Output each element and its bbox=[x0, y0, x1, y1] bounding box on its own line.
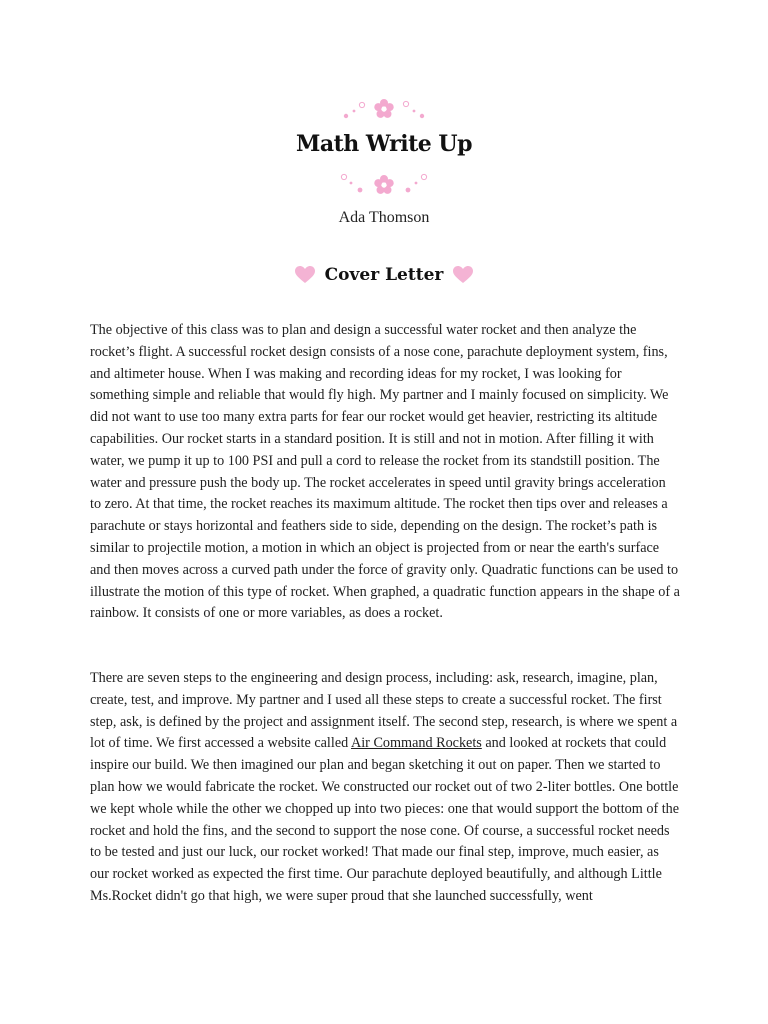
paragraph-engineering-process bbox=[90, 668, 680, 908]
heart-icon bbox=[295, 266, 315, 284]
paragraph-text-after-link: and looked at rockets that could inspire our build. We then imagined our plan and began sketching it out on paper. Then we started to plan how we would fabricate the rocket. We constructed our rocket out of two 2-liter bottles. One bottle we kept whole while the other we chopped up into two pieces: one that would support the bottom of the rocket and hold the fins, and the second to support the nose cone. Of course, a successful rocket needs to be tested and just our luck, our rocket worked! That made our final step, improve, much easier, as our rocket worked as expected the first time. Our parachute deployed beautifully, and although Little Ms.Rocket didn't go that high, we were super proud that she launched successfully, went bbox=[90, 735, 680, 904]
paragraph-objective: The objective of this class was to plan and design a successful water rocket and then analyze the rocket’s flight. A successful rocket design consists of a nose cone, parachute deployment system, fins, and altimeter house. When I was making and recording ideas for my rocket, I was looking for something simple and reliable that would fly high. My partner and I mainly focused on simplicity. We did not want to use too many extra parts for fear our rocket would get heavier, restricting its altitude capabilities. Our rocket starts in a standard position. It is still and not in motion. After filling it with water, we pump it up to 100 PSI and pull a cord to release the rocket from its standstill position. The water and pressure push the body up. The rocket accelerates in speed until gravity brings acceleration to zero. At that time, the rocket reaches its maximum altitude. The rocket then tips over and releases a parachute or stays horizontal and feathers side to side, depending on the design. The rocket’s path is similar to projectile motion, a motion in which an object is projected from or near the earth's surface and then moves across a curved path under the force of gravity only. Quadratic functions can be used to illustrate the motion of this type of rocket. When graphed, a quadratic function appears in the shape of a rainbow. It consists of one or more variables, as does a rocket. bbox=[90, 322, 680, 622]
paragraph-text-before-link: There are seven steps to the engineering and design process, including: ask, research, imagine, plan, create, test, and improve. My partner and I used all these steps to create a successful rocket. The first step, ask, is defined by the project and assignment itself. The second step, research, is where we spent a lot of time. We first accessed a website called bbox=[90, 670, 678, 752]
section-heading-label: Cover Letter bbox=[324, 265, 444, 285]
flower-sparkle-icon bbox=[334, 172, 434, 198]
flower-sparkle-icon bbox=[334, 97, 434, 123]
document-title: Math Write Up bbox=[296, 131, 472, 157]
section-heading-cover-letter bbox=[0, 265, 768, 285]
top-flower-ornament bbox=[0, 97, 768, 123]
bottom-flower-ornament bbox=[0, 172, 768, 198]
author-name: Ada Thomson bbox=[338, 209, 430, 226]
air-command-rockets-link[interactable]: Air Command Rockets bbox=[350, 735, 482, 752]
heart-icon bbox=[453, 266, 473, 284]
